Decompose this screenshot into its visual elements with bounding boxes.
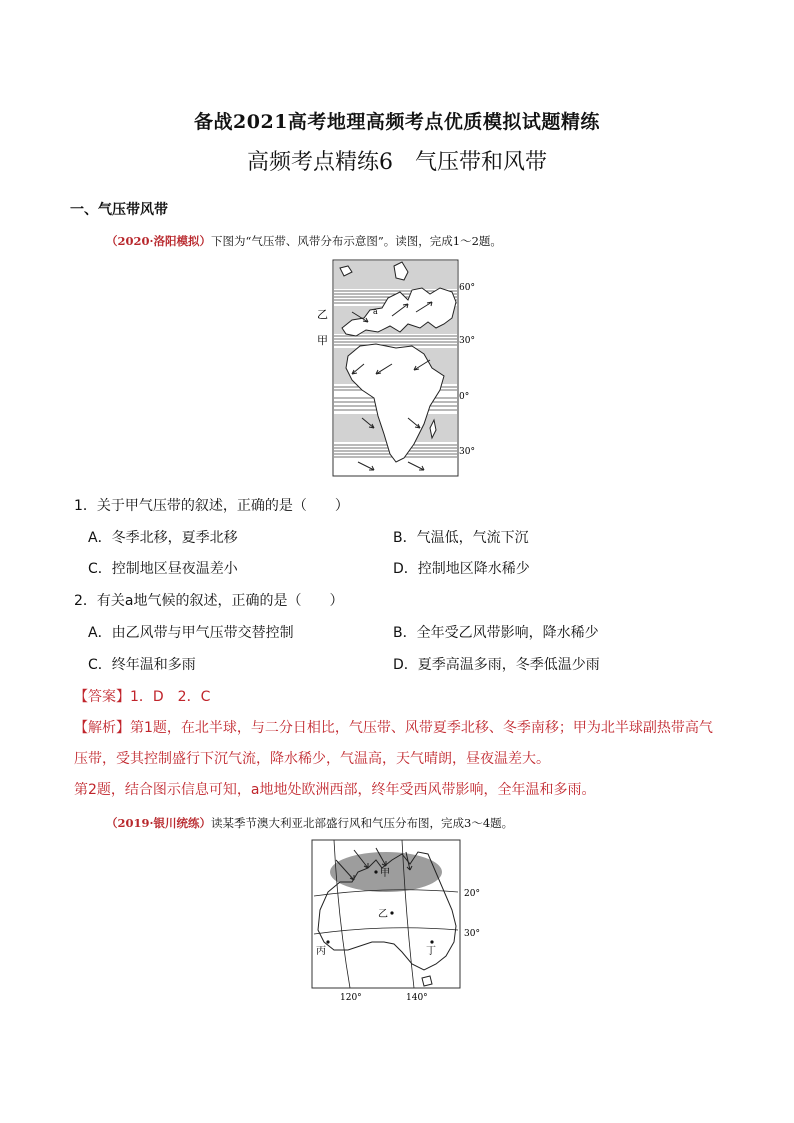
q1-option-b: B．气温低，气流下沉 (393, 530, 529, 546)
intro-1-text: 下图为“气压带、风带分布示意图”。读图，完成1～2题。 (211, 234, 502, 248)
question-1-stem: 1．关于甲气压带的叙述，正确的是（ ） (74, 498, 349, 514)
analysis-text-1: 第1题，在北半球，与二分日相比，气压带、风带夏季北移、冬季南移；甲为北半球副热带高气 (130, 720, 713, 736)
analysis-line-3: 第2题，结合图示信息可知，a地地处欧洲西部，终年受西风带影响，全年温和多雨。 (74, 782, 596, 798)
map1-belt-label-jia: 甲 (317, 334, 328, 347)
map1-point-a: a (373, 307, 378, 316)
intro-2-source: （2019·银川统练） (106, 816, 212, 830)
analysis-label: 【解析】 (74, 720, 130, 736)
map2-lon-140-label: 140° (406, 993, 428, 1003)
map1-lat-0: 0° (459, 392, 470, 402)
intro-1 (106, 233, 502, 249)
intro-1-source: （2020·洛阳模拟） (106, 234, 212, 248)
map2-lat-20-label: 20° (464, 889, 480, 899)
answer-label: 【答案】 (74, 689, 130, 705)
australia-map (306, 838, 492, 1004)
map2-lon-120-label: 120° (340, 993, 362, 1003)
map2-point-yi (390, 911, 393, 914)
pressure-belt-map (312, 258, 482, 488)
analysis-line-2: 压带，受其控制盛行下沉气流，降水稀少，气温高，天气晴朗，昼夜温差大。 (74, 751, 550, 767)
map2-point-jia (374, 870, 377, 873)
q2-option-a: A．由乙风带与甲气压带交替控制 (88, 625, 294, 641)
map1-lat-30s: 30° (459, 447, 475, 457)
q2-option-b: B．全年受乙风带影响，降水稀少 (393, 625, 599, 641)
map2-point-ding (430, 940, 433, 943)
q2-option-d: D．夏季高温多雨，冬季低温少雨 (393, 657, 600, 673)
question-2-stem: 2．有关a地气候的叙述，正确的是（ ） (74, 593, 344, 609)
q2-option-c: C．终年温和多雨 (88, 657, 196, 673)
answer-text: 1．D 2．C (130, 689, 211, 705)
q1-option-c: C．控制地区昼夜温差小 (88, 561, 238, 577)
map2-label-jia: 甲 (380, 868, 390, 879)
answer-line (74, 686, 210, 706)
intro-2 (106, 815, 513, 831)
intro-2-text: 读某季节澳大利亚北部盛行风和气压分布图，完成3～4题。 (211, 816, 514, 830)
q1-option-d: D．控制地区降水稀少 (393, 561, 530, 577)
map2-point-bing (326, 940, 329, 943)
map2-label-yi: 乙 (378, 909, 388, 920)
map2-label-ding: 丁 (426, 946, 436, 957)
map1-lat-30n: 30° (459, 336, 475, 346)
document-title: 备战2021高考地理高频考点优质模拟试题精练 (194, 111, 600, 133)
map2-lat-30-label: 30° (464, 929, 480, 939)
map2-label-bing: 丙 (316, 946, 326, 957)
q1-option-a: A．冬季北移，夏季北移 (88, 530, 238, 546)
document-subtitle: 高频考点精练6 气压带和风带 (247, 150, 547, 175)
analysis-line-1 (74, 717, 713, 737)
map1-lat-60: 60° (459, 283, 475, 293)
section-heading: 一、气压带风带 (70, 202, 168, 218)
map1-belt-label-yi: 乙 (317, 308, 328, 321)
